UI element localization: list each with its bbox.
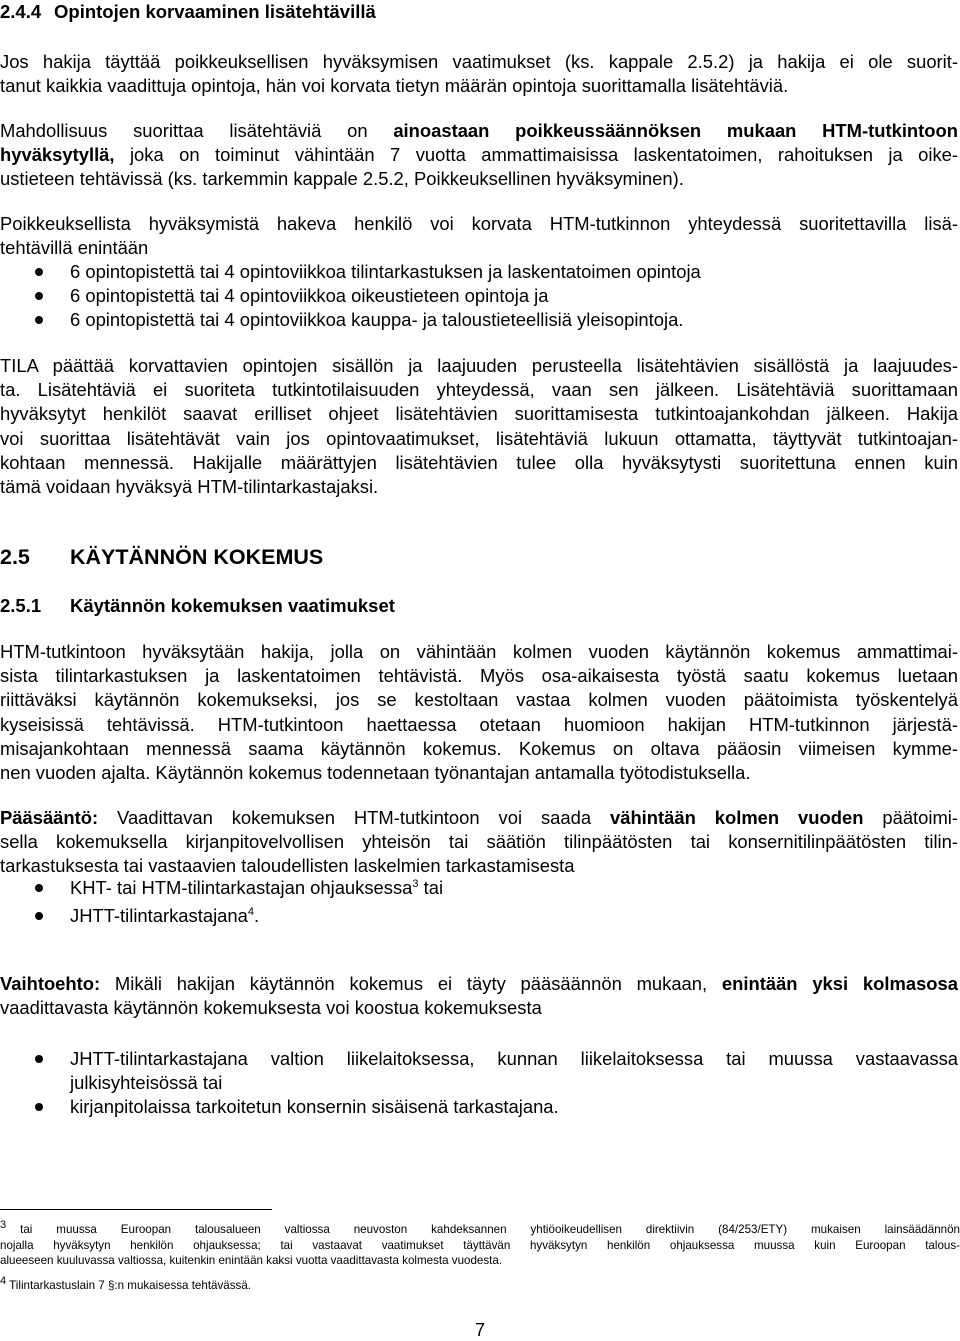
page-number: 7: [474, 1320, 485, 1340]
bullet-icon: [35, 292, 43, 300]
bullet-list-credits: [0, 260, 958, 333]
paragraph-alternative: Vaihtoehto: Mikäli hakijan käytännön kokemus ei täyty pääsäännön mukaan, enintään yksi kolmasosa vaadittavasta käytännön kokemuksesta voi koostua kokemuksesta: [0, 973, 958, 1019]
footnote-4: $^4$ Tilintarkastuslain 7 §:n mukaisessa tehtävässä.: [0, 1275, 252, 1292]
list-item: 6 opintopistettä tai 4 opintoviikkoa oikeustieteen opintoja ja: [0, 284, 958, 308]
list-item: KHT- tai HTM-tilintarkastajan ohjauksessa$^3$ tai: [0, 876, 958, 900]
bullet-icon: [35, 1055, 43, 1063]
paragraph-tila: TILA päättää korvattavien opintojen sisällön ja laajuuden perusteella lisätehtävien sisällöstä ja laajuudes- ta. Lisätehtäviä ei suoriteta tutkintotilaisuuden yhteydessä, vaan sen jälkeen. Lisätehtäviä suorittamaan hyväksytyt henkilöt saavat erilliset ohjeet lisätehtävien suorittamisesta tutkintoajankohdan jälkeen. Hakija voi suorittaa lisätehtävät vain jos opintovaatimukset, lisätehtäviä lukuun ottamatta, täyttyvät tutkintoajan- kohtaan mennessä. Hakijalle määrättyjen lisätehtävien tulee olla hyväksytysti suoritettuna ennen kuin tämä voidaan hyväksyä HTM-tilintarkastajaksi.: [0, 355, 958, 498]
list-item: kirjanpitolaissa tarkoitetun konsernin sisäisenä tarkastajana.: [0, 1095, 958, 1119]
list-item: 6 opintopistettä tai 4 opintoviikkoa tilintarkastuksen ja laskentatoimen opintoja: [0, 260, 958, 284]
bullet-list-main-rule: [0, 876, 958, 928]
paragraph-main-rule: Pääsääntö: Vaadittavan kokemuksen HTM-tutkintoon voi saada vähintään kolmen vuoden päätoimi- sella kokemuksella kirjanpitovelvollisen yhteisön tai säätiön tilinpäätösten tai konsernitilinpäätösten tilin- tarkastuksesta tai vastaavien taloudellisten laskelmien tarkastamisesta: [0, 807, 959, 877]
section-heading-2-5-1: 2.5.1 Käytännön kokemuksen vaatimukset: [0, 595, 395, 616]
bullet-icon: [35, 912, 43, 920]
footnote-3: $^3$ tai muussa Euroopan talousalueen valtiossa neuvoston kahdeksannen yhtiöoikeudellisen direktiivin (84/253/ETY) mukaisen lainsäädännön nojalla hyväksytyn henkilön ohjauksessa; tai vastaavat vaatimukset täyttävän hyväksytyn henkilön ohjauksessa muussa kuin Euroopan talous- alueeseen kuuluvassa valtiossa, kuitenkin enintään kaksi vuotta vaadittavasta kolmesta vuodesta.: [0, 1219, 960, 1267]
paragraph-experience: HTM-tutkintoon hyväksytään hakija, jolla on vähintään kolmen vuoden käytännön kokemus ammattimai- sista tilintarkastuksen ja laskentatoimen tehtävistä. Myös osa-aikaisesta työstä saatu kokemus luetaan riittäväksi käytännön kokemukseksi, jos se kestoltaan vastaa kolmen vuoden päätoimista työskentelyä kyseisissä tehtävissä. HTM-tutkintoon haettaessa otetaan huomioon hakijan HTM-tutkinnon järjestä- misajankohtaan mennessä saama käytännön kokemus. Kokemus on oltava pääosin viimeisen kymme- nen vuoden ajalta. Käytännön kokemus todennetaan työnantajan antamalla työtodistuksella.: [0, 641, 958, 784]
list-item: JHTT-tilintarkastajana valtion liikelaitoksessa, kunnan liikelaitoksessa tai muussa vastaavassa julkisyhteisössä tai: [0, 1047, 958, 1095]
paragraph-possibility: Mahdollisuus suorittaa lisätehtäviä on ainoastaan poikkeussäännöksen mukaan HTM-tutkintoon hyväksytyllä, joka on toiminut vähintään 7 vuotta ammattimaisissa laskentatoimen, rahoituksen ja oike- ustieteen tehtävissä (ks. tarkemmin kappale 2.5.2, Poikkeuksellinen hyväksyminen).: [0, 120, 958, 190]
section-heading-2-4-4: 2.4.4 Opintojen korvaaminen lisätehtävillä: [0, 1, 376, 22]
footnote-separator: [0, 1209, 272, 1210]
bullet-icon: [35, 316, 43, 324]
bullet-icon: [35, 884, 43, 892]
bullet-list-alternative: [0, 1047, 958, 1120]
paragraph-substitution: Poikkeuksellista hyväksymistä hakeva henkilö voi korvata HTM-tutkinnon yhteydessä suoritettavilla lisä- tehtävillä enintään: [0, 213, 958, 259]
list-item: JHTT-tilintarkastajana$^4$.: [0, 904, 958, 928]
section-heading-2-5: 2.5 KÄYTÄNNÖN KOKEMUS: [0, 545, 324, 569]
bullet-icon: [35, 268, 43, 276]
bullet-icon: [35, 1103, 43, 1111]
list-item: 6 opintopistettä tai 4 opintoviikkoa kauppa- ja taloustieteellisiä yleisopintoja.: [0, 308, 958, 332]
paragraph-intro: Jos hakija täyttää poikkeuksellisen hyväksymisen vaatimukset (ks. kappale 2.5.2) ja hakija ei ole suorit- tanut kaikkia vaadittuja opintoja, hän voi korvata tietyn määrän opintoja suorittamalla lisätehtäviä.: [0, 51, 958, 97]
